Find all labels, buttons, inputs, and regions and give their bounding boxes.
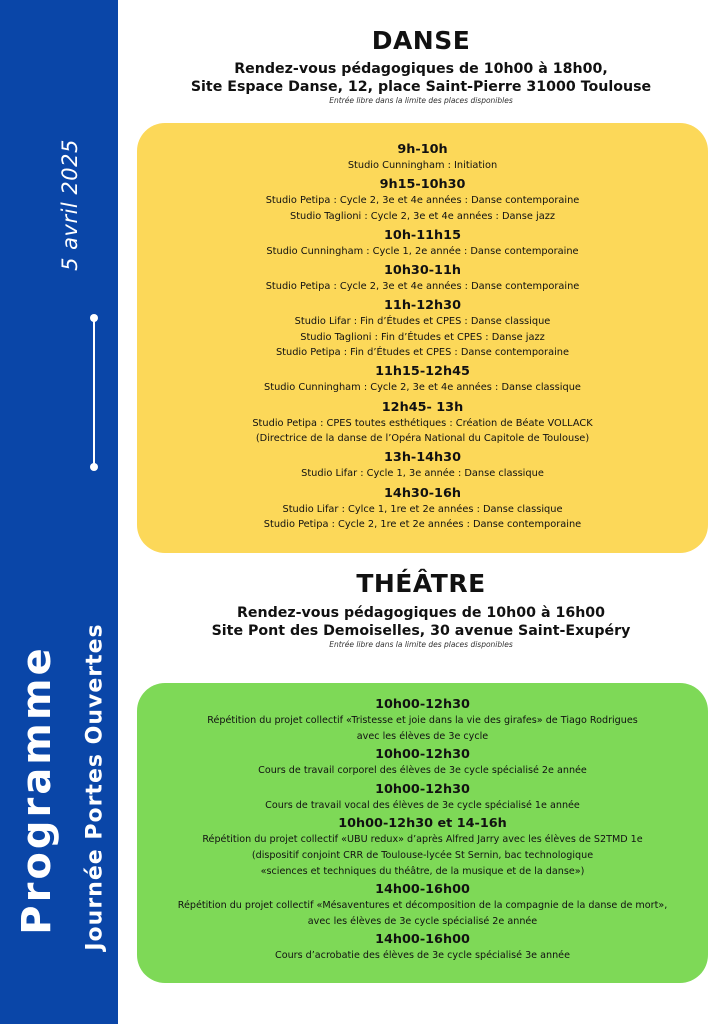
danse-slot: [137, 228, 708, 259]
slot-line: Cours d’acrobatie des élèves de 3e cycle spécialisé 3e année: [275, 950, 570, 962]
danse-slot: [137, 486, 708, 533]
theatre-info-line-1: Rendez-vous pédagogiques de 10h00 à 16h00: [236, 605, 606, 621]
slot-time: 11h-12h30: [384, 298, 461, 314]
theatre-slot: [137, 816, 708, 879]
slot-time: 10h30-11h: [384, 263, 461, 279]
danse-note: Entrée libre dans la limite des places disponibles: [329, 96, 513, 105]
slot-line: Studio Lifar : Cycle 1, 3e année : Danse classique: [301, 468, 544, 480]
theatre-slot: [137, 697, 708, 744]
danse-info-line-2: Site Espace Danse, 12, place Saint-Pierre 31000 Toulouse: [190, 79, 652, 95]
danse-slot: [137, 177, 708, 224]
slot-line: Studio Lifar : Cylce 1, 1re et 2e années : Danse classique: [282, 503, 563, 515]
event-date: 5 avril 2025: [58, 139, 82, 271]
sidebar: [0, 0, 118, 1024]
slot-line: Studio Cunningham : Initiation: [347, 160, 498, 171]
theatre-title: THÉÂTRE: [356, 569, 486, 598]
slot-time: 9h-10h: [397, 142, 448, 157]
slot-line: Cours de travail corporel des élèves de 3e cycle spécialisé 2e année: [258, 765, 587, 777]
slot-time: 10h00-12h30 et 14-16h: [338, 816, 507, 832]
slot-line: Studio Cunningham : Cycle 2, 3e et 4e années : Danse classique: [264, 382, 581, 394]
slot-time: 14h30-16h: [384, 485, 461, 501]
danse-slot: [137, 263, 708, 294]
slot-time: 14h00-16h00: [375, 932, 470, 948]
slot-line: Studio Taglioni : Fin d’Études et CPES : Danse jazz: [300, 331, 545, 343]
slot-line: Studio Petipa : Cycle 2, 1re et 2e années : Danse contemporaine: [263, 518, 582, 530]
danse-info-line-1: Rendez-vous pédagogiques de 10h00 à 18h00,: [234, 61, 608, 77]
program-title: Programme: [14, 645, 60, 935]
theatre-slot: [137, 932, 708, 964]
danse-slot: [137, 142, 708, 173]
theatre-info-line-2: Site Pont des Demoiselles, 30 avenue Saint-Exupéry: [211, 623, 631, 639]
slot-line: Répétition du projet collectif «Mésaventures et décomposition de la compagnie de la danse de mort»,: [177, 900, 668, 912]
slot-line: Cours de travail vocal des élèves de 3e cycle spécialisé 1e année: [265, 799, 580, 811]
slot-line: Studio Petipa : CPES toutes esthétiques : Création de Béate VOLLACK: [252, 417, 593, 429]
slot-line: Studio Petipa : Cycle 2, 3e et 4e années : Danse contemporaine: [265, 195, 580, 207]
timeline-dot-bottom: [90, 463, 98, 471]
danse-schedule-box: [137, 123, 708, 553]
slot-time: 10h00-12h30: [375, 747, 470, 763]
slot-time: 10h-11h15: [384, 227, 461, 243]
slot-line: avec les élèves de 3e cycle spécialisé 2e année: [307, 915, 538, 927]
theatre-slot: [137, 882, 708, 929]
danse-slot: [137, 400, 708, 447]
slot-line: Studio Lifar : Fin d’Études et CPES : Danse classique: [294, 316, 551, 328]
timeline-dot-top: [90, 314, 98, 322]
theatre-schedule-box: [137, 683, 708, 983]
slot-time: 9h15-10h30: [379, 177, 466, 193]
slot-time: 10h00-12h30: [375, 781, 470, 797]
slot-line: Répétition du projet collectif «Tristesse et joie dans la vie des girafes» de Tiago Rodrigues: [207, 715, 638, 726]
program-subtitle: Journée Portes Ouvertes: [82, 623, 108, 951]
slot-line: Studio Petipa : Fin d’Études et CPES : Danse contemporaine: [275, 347, 570, 359]
slot-line: Studio Cunningham : Cycle 1, 2e année : Danse contemporaine: [266, 245, 579, 257]
danse-slot: [137, 450, 708, 481]
timeline-line: [93, 319, 95, 467]
theatre-note: Entrée libre dans la limite des places disponibles: [329, 640, 513, 649]
slot-time: 14h00-16h00: [375, 882, 470, 898]
slot-time: 13h-14h30: [384, 450, 461, 466]
slot-time: 12h45- 13h: [381, 399, 464, 415]
slot-line: Studio Taglioni : Cycle 2, 3e et 4e années : Danse jazz: [289, 210, 555, 222]
slot-line: (dispositif conjoint CRR de Toulouse-lycée St Sernin, bac technologique: [251, 849, 594, 861]
danse-slot: [137, 364, 708, 395]
slot-time: 10h00-12h30: [375, 697, 470, 712]
danse-title: DANSE: [371, 26, 471, 55]
slot-time: 11h15-12h45: [375, 364, 470, 380]
slot-line: «sciences et techniques du théâtre, de la musique et de la danse»): [260, 865, 585, 877]
slot-line: (Directrice de la danse de l’Opéra National du Capitole de Toulouse): [255, 432, 590, 444]
theatre-slot: [137, 747, 708, 779]
slot-line: avec les élèves de 3e cycle: [356, 730, 489, 742]
danse-slot: [137, 298, 708, 360]
slot-line: Répétition du projet collectif «UBU redux» d’après Alfred Jarry avec les élèves de S2TMD 1e: [202, 834, 643, 846]
theatre-slot: [137, 782, 708, 814]
slot-line: Studio Petipa : Cycle 2, 3e et 4e années : Danse contemporaine: [265, 281, 580, 293]
danse-header: [118, 26, 724, 106]
theatre-header: [118, 569, 724, 650]
